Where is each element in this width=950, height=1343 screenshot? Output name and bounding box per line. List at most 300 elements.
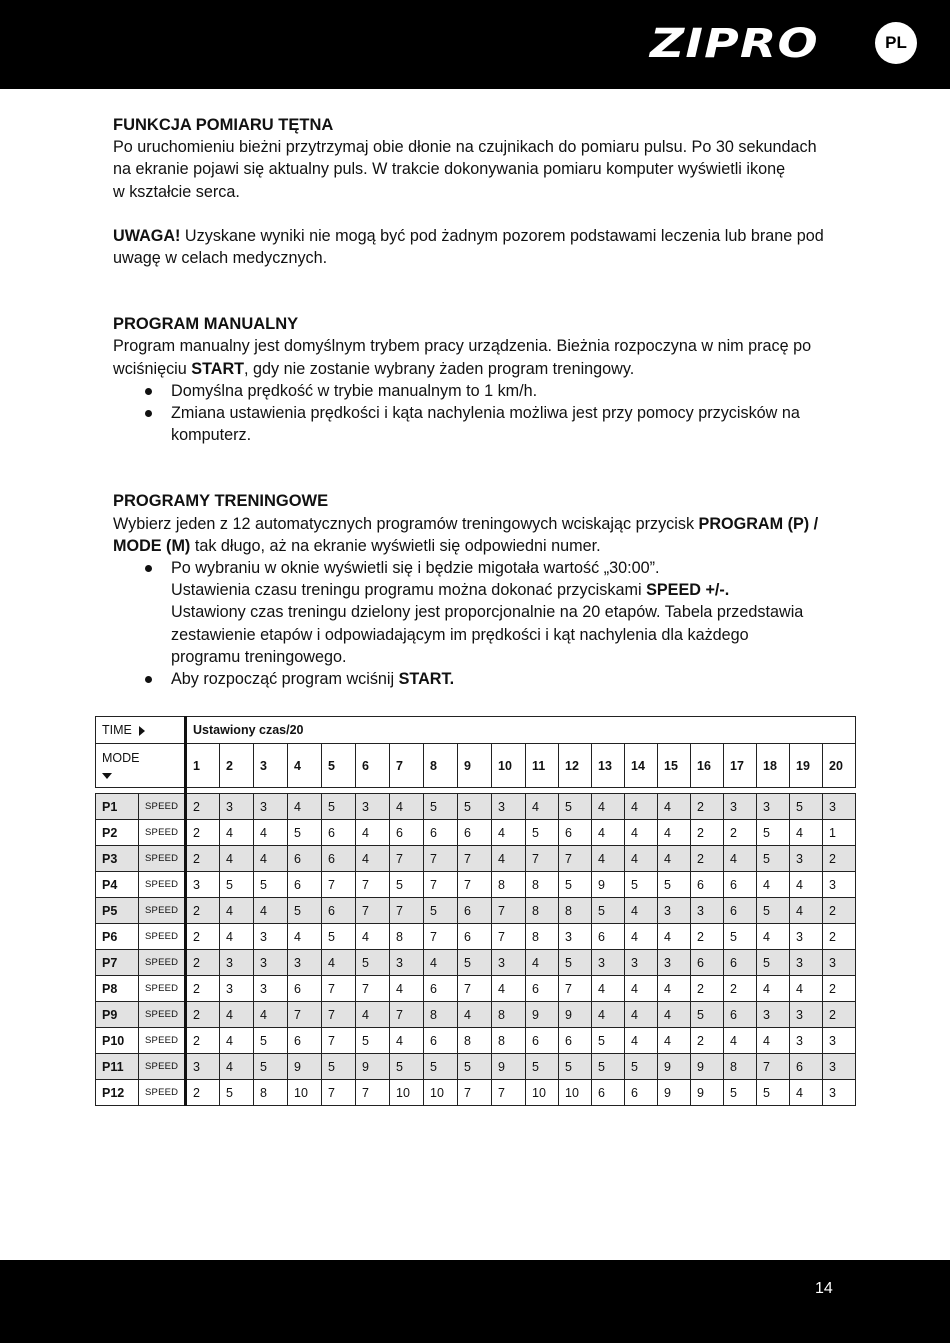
speed-label: SPEED <box>139 872 186 898</box>
speed-value: 9 <box>691 1080 724 1106</box>
speed-label: SPEED <box>139 1054 186 1080</box>
speed-value: 4 <box>288 794 322 820</box>
programs-bullet-1-line-5: programu treningowego. <box>171 647 347 666</box>
speed-value: 9 <box>492 1054 526 1080</box>
speed-value: 6 <box>592 1080 625 1106</box>
speed-value: 6 <box>424 1028 458 1054</box>
training-programs-title: PROGRAMY TRENINGOWE <box>113 492 329 511</box>
speed-value: 2 <box>186 846 220 872</box>
speed-value: 2 <box>691 1028 724 1054</box>
manual-line-1: Program manualny jest domyślnym trybem pracy urządzenia. Bieżnia rozpoczyna w nim pracę po <box>113 337 812 356</box>
program-name: P4 <box>96 872 139 898</box>
speed-value: 5 <box>691 1002 724 1028</box>
speed-value: 2 <box>186 898 220 924</box>
program-name: P7 <box>96 950 139 976</box>
speed-value: 7 <box>458 872 492 898</box>
speed-value: 4 <box>254 820 288 846</box>
program-name: P8 <box>96 976 139 1002</box>
speed-value: 3 <box>757 794 790 820</box>
speed-value: 3 <box>658 950 691 976</box>
program-name: P10 <box>96 1028 139 1054</box>
speed-value: 4 <box>390 1028 424 1054</box>
speed-value: 4 <box>492 820 526 846</box>
speed-label: SPEED <box>139 794 186 820</box>
speed-label: SPEED <box>139 820 186 846</box>
speed-value: 6 <box>691 950 724 976</box>
program-name: P3 <box>96 846 139 872</box>
speed-value: 4 <box>288 924 322 950</box>
speed-value: 7 <box>322 1028 356 1054</box>
speed-value: 5 <box>757 1080 790 1106</box>
speed-value: 9 <box>526 1002 559 1028</box>
speed-value: 4 <box>724 846 757 872</box>
speed-value: 4 <box>658 976 691 1002</box>
stage-header: 13 <box>592 744 625 788</box>
speed-value: 4 <box>254 846 288 872</box>
speed-value: 4 <box>658 820 691 846</box>
programs-bullet-1-line-2-pre: Ustawienia czasu treningu programu można dokonać przyciskami <box>171 581 647 600</box>
speed-label: SPEED <box>139 924 186 950</box>
speed-value: 5 <box>424 794 458 820</box>
program-name: P11 <box>96 1054 139 1080</box>
stage-header: 10 <box>492 744 526 788</box>
speed-value: 6 <box>724 898 757 924</box>
speed-value: 4 <box>220 1028 254 1054</box>
speed-value: 3 <box>823 1028 856 1054</box>
speed-value: 6 <box>790 1054 823 1080</box>
speed-value: 3 <box>492 950 526 976</box>
speed-value: 4 <box>592 794 625 820</box>
speed-value: 6 <box>559 1028 592 1054</box>
programs-bullet-1-line-1: Po wybraniu w oknie wyświetli się i będzie migotała wartość „30:00”. <box>171 559 660 578</box>
speed-value: 3 <box>254 950 288 976</box>
speed-value: 3 <box>823 950 856 976</box>
speed-value: 4 <box>220 1054 254 1080</box>
page-footer <box>0 1260 950 1343</box>
speed-value: 3 <box>823 1080 856 1106</box>
speed-value: 7 <box>390 846 424 872</box>
speed-value: 3 <box>790 1028 823 1054</box>
page-header <box>0 0 950 89</box>
speed-value: 5 <box>254 1028 288 1054</box>
speed-value: 4 <box>592 1002 625 1028</box>
speed-value: 4 <box>724 1028 757 1054</box>
stage-header: 19 <box>790 744 823 788</box>
speed-value: 4 <box>625 820 658 846</box>
speed-value: 4 <box>424 950 458 976</box>
speed-value: 5 <box>322 924 356 950</box>
speed-value: 6 <box>322 820 356 846</box>
speed-value: 5 <box>592 1028 625 1054</box>
speed-value: 7 <box>526 846 559 872</box>
speed-value: 5 <box>724 1080 757 1106</box>
manual-line-2-post: , gdy nie zostanie wybrany żaden program treningowy. <box>244 359 635 378</box>
speed-value: 2 <box>724 820 757 846</box>
manual-bullet-2-line-2: komputerz. <box>171 426 252 445</box>
speed-value: 3 <box>254 924 288 950</box>
speed-value: 5 <box>424 1054 458 1080</box>
speed-value: 8 <box>526 898 559 924</box>
speed-value: 3 <box>186 1054 220 1080</box>
stage-header: 17 <box>724 744 757 788</box>
speed-value: 2 <box>823 924 856 950</box>
speed-value: 6 <box>724 950 757 976</box>
speed-value: 4 <box>220 1002 254 1028</box>
speed-value: 10 <box>288 1080 322 1106</box>
mode-row <box>96 744 856 788</box>
table-row <box>96 950 856 976</box>
program-name: P9 <box>96 1002 139 1028</box>
speed-value: 2 <box>186 950 220 976</box>
table-row <box>96 820 856 846</box>
program-name: P1 <box>96 794 139 820</box>
speed-value: 4 <box>220 846 254 872</box>
speed-value: 3 <box>186 872 220 898</box>
speed-value: 3 <box>288 950 322 976</box>
speed-value: 4 <box>658 846 691 872</box>
speed-value: 3 <box>757 1002 790 1028</box>
speed-value: 4 <box>757 924 790 950</box>
speed-value: 7 <box>458 1080 492 1106</box>
speed-value: 4 <box>254 898 288 924</box>
speed-value: 6 <box>458 898 492 924</box>
speed-value: 9 <box>691 1054 724 1080</box>
speed-value: 4 <box>220 924 254 950</box>
speed-value: 6 <box>724 872 757 898</box>
speed-value: 8 <box>458 1028 492 1054</box>
speed-value: 7 <box>288 1002 322 1028</box>
speed-value: 3 <box>220 950 254 976</box>
stage-header: 8 <box>424 744 458 788</box>
speed-value: 6 <box>458 924 492 950</box>
speed-value: 4 <box>592 820 625 846</box>
speed-value: 5 <box>757 898 790 924</box>
speed-value: 8 <box>492 1028 526 1054</box>
speed-value: 7 <box>424 924 458 950</box>
stage-header: 2 <box>220 744 254 788</box>
speed-value: 3 <box>390 950 424 976</box>
speed-value: 8 <box>492 872 526 898</box>
speed-value: 2 <box>186 794 220 820</box>
time-row <box>96 717 856 744</box>
stage-header: 6 <box>356 744 390 788</box>
programs-bullet-2 <box>113 668 843 690</box>
time-header-cell <box>96 717 186 744</box>
speed-label: SPEED <box>139 846 186 872</box>
speed-value: 6 <box>424 820 458 846</box>
stage-header: 14 <box>625 744 658 788</box>
programs-bullet-1-line-3: Ustawiony czas treningu dzielony jest proporcjonalnie na 20 etapów. Tabela przedstawia <box>171 603 804 622</box>
programs-bullets <box>113 557 843 690</box>
programs-line-1 <box>113 513 843 535</box>
speed-value: 3 <box>790 924 823 950</box>
speed-value: 10 <box>390 1080 424 1106</box>
speed-value: 4 <box>625 846 658 872</box>
speed-label: SPEED <box>139 1080 186 1106</box>
speed-value: 2 <box>823 976 856 1002</box>
manual-bullet-2 <box>113 402 843 446</box>
speed-value: 4 <box>390 976 424 1002</box>
speed-value: 4 <box>458 1002 492 1028</box>
speed-value: 7 <box>390 1002 424 1028</box>
speed-value: 6 <box>288 846 322 872</box>
speed-value: 5 <box>254 1054 288 1080</box>
speed-value: 3 <box>625 950 658 976</box>
programs-bullet-1-line-2 <box>171 579 843 601</box>
warning-text-2: uwagę w celach medycznych. <box>113 249 328 268</box>
speed-value: 2 <box>186 924 220 950</box>
speed-value: 2 <box>823 846 856 872</box>
speed-value: 3 <box>559 924 592 950</box>
speed-value: 4 <box>658 794 691 820</box>
speed-value: 4 <box>757 872 790 898</box>
language-badge: PL <box>875 22 917 64</box>
manual-bullets <box>113 380 843 447</box>
speed-value: 4 <box>790 872 823 898</box>
speed-value: 7 <box>757 1054 790 1080</box>
speed-value: 9 <box>288 1054 322 1080</box>
speed-value: 5 <box>356 950 390 976</box>
speed-value: 4 <box>220 898 254 924</box>
speed-value: 5 <box>458 950 492 976</box>
speed-value: 7 <box>559 846 592 872</box>
speed-label: SPEED <box>139 1002 186 1028</box>
speed-value: 3 <box>356 794 390 820</box>
mode-header-cell <box>96 744 186 788</box>
speed-value: 4 <box>592 976 625 1002</box>
stage-header: 7 <box>390 744 424 788</box>
speed-value: 4 <box>526 794 559 820</box>
speed-value: 7 <box>322 976 356 1002</box>
speed-value: 7 <box>424 872 458 898</box>
speed-value: 3 <box>790 846 823 872</box>
speed-value: 8 <box>526 924 559 950</box>
mode-keyword: MODE (M) <box>113 536 191 555</box>
manual-line-2 <box>113 358 843 380</box>
time-value-cell: Ustawiony czas/20 <box>186 717 856 744</box>
speed-value: 7 <box>322 872 356 898</box>
speed-value: 6 <box>288 1028 322 1054</box>
speed-value: 5 <box>220 872 254 898</box>
table-row <box>96 1002 856 1028</box>
speed-value: 6 <box>288 976 322 1002</box>
speed-value: 9 <box>559 1002 592 1028</box>
speed-value: 2 <box>186 820 220 846</box>
speed-value: 7 <box>356 976 390 1002</box>
programs-bullet-1-line-4: zestawienie etapów i odpowiadającym im prędkości i kąt nachylenia dla każdego <box>171 625 749 644</box>
speed-value: 4 <box>658 1028 691 1054</box>
table-row <box>96 924 856 950</box>
speed-value: 7 <box>356 1080 390 1106</box>
speed-value: 5 <box>322 1054 356 1080</box>
speed-label: SPEED <box>139 950 186 976</box>
program-speed-table <box>95 716 856 1106</box>
speed-value: 6 <box>322 846 356 872</box>
speed-value: 6 <box>526 976 559 1002</box>
stage-header: 1 <box>186 744 220 788</box>
speed-value: 5 <box>526 1054 559 1080</box>
speed-value: 3 <box>658 898 691 924</box>
time-label: TIME <box>102 723 132 737</box>
speed-value: 5 <box>254 872 288 898</box>
speed-value: 3 <box>823 1054 856 1080</box>
speed-value: 5 <box>757 820 790 846</box>
speed-value: 3 <box>492 794 526 820</box>
program-name: P5 <box>96 898 139 924</box>
speed-value: 7 <box>492 898 526 924</box>
stage-header: 15 <box>658 744 691 788</box>
speed-value: 5 <box>390 1054 424 1080</box>
speed-value: 7 <box>458 976 492 1002</box>
speed-value: 6 <box>288 872 322 898</box>
speed-value: 8 <box>559 898 592 924</box>
heart-rate-title: FUNKCJA POMIARU TĘTNA <box>113 116 334 134</box>
speed-value: 4 <box>625 898 658 924</box>
stage-header: 12 <box>559 744 592 788</box>
speed-value: 4 <box>526 950 559 976</box>
speed-value: 4 <box>356 846 390 872</box>
stage-header: 16 <box>691 744 724 788</box>
page-number: 14 <box>815 1280 833 1297</box>
speed-value: 5 <box>458 794 492 820</box>
speed-value: 5 <box>288 820 322 846</box>
stage-header: 18 <box>757 744 790 788</box>
speed-value: 5 <box>757 950 790 976</box>
document-body <box>113 114 843 690</box>
speed-value: 8 <box>526 872 559 898</box>
speed-value: 4 <box>254 1002 288 1028</box>
speed-value: 7 <box>322 1002 356 1028</box>
speed-value: 5 <box>724 924 757 950</box>
programs-bullet-1 <box>113 557 843 668</box>
table-row <box>96 794 856 820</box>
programs-line-2-post: tak długo, aż na ekranie wyświetli się odpowiedni numer. <box>190 536 601 555</box>
speed-value: 2 <box>691 794 724 820</box>
speed-value: 6 <box>526 1028 559 1054</box>
table-row <box>96 898 856 924</box>
stage-header: 11 <box>526 744 559 788</box>
speed-value: 8 <box>254 1080 288 1106</box>
speed-value: 5 <box>592 898 625 924</box>
speed-value: 6 <box>691 872 724 898</box>
speed-value: 8 <box>390 924 424 950</box>
speed-label: SPEED <box>139 976 186 1002</box>
program-name: P6 <box>96 924 139 950</box>
speed-value: 7 <box>356 898 390 924</box>
speed-value: 4 <box>625 1028 658 1054</box>
speed-value: 2 <box>691 820 724 846</box>
speed-value: 5 <box>458 1054 492 1080</box>
stage-header: 4 <box>288 744 322 788</box>
program-table-container <box>95 716 856 1106</box>
speed-value: 3 <box>823 872 856 898</box>
speed-value: 3 <box>592 950 625 976</box>
table-row <box>96 976 856 1002</box>
arrow-right-icon <box>139 726 145 736</box>
manual-line-2-pre: wciśnięciu <box>113 359 192 378</box>
programs-line-2 <box>113 535 843 557</box>
speed-value: 4 <box>356 820 390 846</box>
speed-value: 4 <box>790 898 823 924</box>
speed-value: 6 <box>322 898 356 924</box>
speed-value: 10 <box>424 1080 458 1106</box>
speed-value: 3 <box>724 794 757 820</box>
speed-value: 3 <box>254 794 288 820</box>
table-row <box>96 846 856 872</box>
speed-value: 6 <box>424 976 458 1002</box>
manual-bullet-2-line-1: Zmiana ustawienia prędkości i kąta nachylenia możliwa jest przy pomocy przycisków na <box>171 404 800 423</box>
speed-value: 4 <box>658 924 691 950</box>
speed-value: 8 <box>724 1054 757 1080</box>
speed-value: 4 <box>492 846 526 872</box>
speed-value: 7 <box>356 872 390 898</box>
speed-value: 10 <box>559 1080 592 1106</box>
speed-value: 3 <box>220 976 254 1002</box>
speed-value: 7 <box>492 924 526 950</box>
heart-rate-line-2: na ekranie pojawi się aktualny puls. W trakcie dokonywania pomiaru komputer wyświetli ikonę <box>113 160 786 179</box>
speed-value: 4 <box>356 924 390 950</box>
speed-value: 7 <box>559 976 592 1002</box>
speed-value: 6 <box>625 1080 658 1106</box>
speed-value: 6 <box>390 820 424 846</box>
speed-value: 5 <box>424 898 458 924</box>
speed-value: 9 <box>592 872 625 898</box>
speed-value: 4 <box>625 976 658 1002</box>
speed-value: 7 <box>322 1080 356 1106</box>
speed-value: 4 <box>220 820 254 846</box>
speed-value: 4 <box>658 1002 691 1028</box>
speed-value: 5 <box>288 898 322 924</box>
speed-value: 5 <box>625 872 658 898</box>
speed-value: 3 <box>220 794 254 820</box>
arrow-down-icon <box>102 773 112 779</box>
speed-value: 7 <box>424 846 458 872</box>
speed-value: 4 <box>492 976 526 1002</box>
manual-bullet-1: Domyślna prędkość w trybie manualnym to 1 km/h. <box>113 380 843 402</box>
speed-value: 6 <box>458 820 492 846</box>
speed-value: 5 <box>625 1054 658 1080</box>
stage-header: 9 <box>458 744 492 788</box>
mode-label: MODE <box>102 750 140 765</box>
table-row <box>96 1080 856 1106</box>
table-row <box>96 872 856 898</box>
speed-value: 9 <box>356 1054 390 1080</box>
speed-keyword: SPEED +/-. <box>646 581 730 600</box>
speed-value: 2 <box>691 846 724 872</box>
speed-value: 5 <box>322 794 356 820</box>
speed-value: 5 <box>390 872 424 898</box>
speed-value: 9 <box>658 1080 691 1106</box>
speed-value: 4 <box>790 1080 823 1106</box>
speed-value: 4 <box>592 846 625 872</box>
speed-value: 5 <box>592 1054 625 1080</box>
programs-bullet-2-pre: Aby rozpocząć program wciśnij <box>171 670 399 689</box>
speed-value: 7 <box>390 898 424 924</box>
start-keyword: START <box>191 359 245 378</box>
stage-header: 5 <box>322 744 356 788</box>
speed-value: 8 <box>492 1002 526 1028</box>
speed-label: SPEED <box>139 1028 186 1054</box>
heart-rate-line-1: Po uruchomieniu bieżni przytrzymaj obie dłonie na czujnikach do pomiaru pulsu. Po 30 sekundach <box>113 138 817 157</box>
speed-value: 4 <box>625 1002 658 1028</box>
table-row <box>96 1028 856 1054</box>
speed-value: 4 <box>790 976 823 1002</box>
speed-value: 3 <box>823 794 856 820</box>
speed-value: 4 <box>757 1028 790 1054</box>
program-name: P2 <box>96 820 139 846</box>
speed-value: 4 <box>757 976 790 1002</box>
speed-value: 2 <box>186 1028 220 1054</box>
